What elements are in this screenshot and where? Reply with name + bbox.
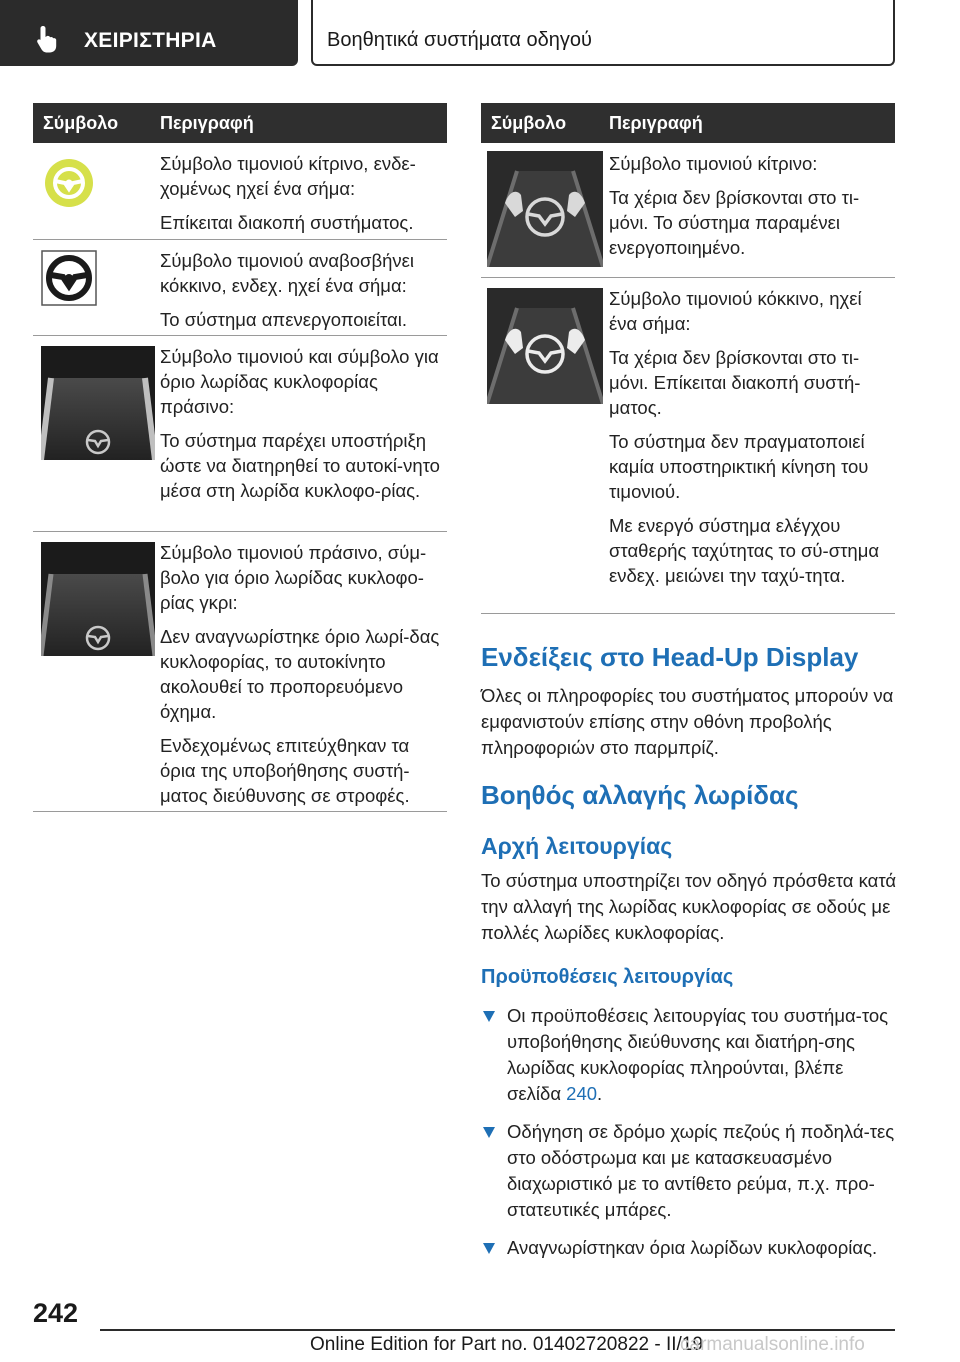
desc-line: Σύμβολο τιμονιού κίτρινο, ενδε-χομένως ηχεί ένα σήμα: (160, 153, 416, 199)
requirement-text: Οδήγηση σε δρόμο χωρίς πεζούς ή ποδηλά-τες στο οδόστρωμα και με κατασκευασμένο διαχωριστικό με το αντίθετο ρεύμα, π.χ. προ-στατευτικές μπάρες. (507, 1121, 895, 1220)
lane-change-section (481, 780, 901, 1261)
lane-change-heading: Βοηθός αλλαγής λωρίδας (481, 780, 799, 810)
subsection-tab[interactable] (311, 0, 895, 66)
col-symbol-header: Σύμβολο (491, 113, 567, 133)
right-symbol-table (481, 103, 895, 614)
desc-line: Σύμβολο τιμονιού κόκκινο, ηχεί ένα σήμα: (609, 288, 862, 334)
requirement-text: Αναγνωρίστηκαν όρια λωρίδων κυκλοφορίας. (507, 1237, 878, 1258)
desc-line: Σύμβολο τιμονιού πράσινο, σύμ-βολο για όριο λωρίδας κυκλοφο-ρίας γκρι: (160, 542, 427, 613)
desc-line: Σύμβολο τιμονιού και σύμβολο για όριο λωρίδας κυκλοφορίας πράσινο: (160, 346, 439, 417)
requirement-item (481, 1119, 901, 1223)
col-desc-header: Περιγραφή (160, 113, 254, 133)
hud-heading: Ενδείξεις στο Head-Up Display (481, 642, 859, 672)
table-row (481, 278, 895, 614)
page-number: 242 (33, 1298, 79, 1328)
row-description (609, 151, 894, 269)
table-header (481, 103, 895, 143)
left-symbol-table (33, 103, 447, 812)
bullet-triangle-icon (483, 1243, 495, 1254)
desc-line: Σύμβολο τιμονιού αναβοσβήνει κόκκινο, ενδεχ. ηχεί ένα σήμα: (160, 250, 414, 296)
desc-line: Τα χέρια δεν βρίσκονται στο τι-μόνι. Το σύστημα παραμένει ενεργοποιημένο. (609, 187, 860, 258)
desc-line: Με ενεργό σύστημα ελέγχου σταθερής ταχύτητας το σύ-στημα ενδεχ. μειώνει την ταχύ-τητα. (609, 515, 880, 586)
row-description (160, 540, 445, 817)
desc-line: Το σύστημα δεν πραγματοποιεί καμία υποστηρικτική κίνηση του τιμονιού. (609, 431, 869, 502)
yellow-steering-wheel-icon (41, 155, 97, 211)
edition-text: Online Edition for Part no. 01402720822 - II/19 (310, 1334, 703, 1355)
desc-line: Σύμβολο τιμονιού κίτρινο: (609, 153, 818, 174)
table-row (33, 336, 447, 532)
lane-grey-wheel-icon (41, 542, 155, 656)
desc-line: Τα χέρια δεν βρίσκονται στο τι-μόνι. Επίκειται διακοπή συστή-ματος. (609, 347, 861, 418)
bullet-triangle-icon (483, 1127, 495, 1138)
col-desc-header: Περιγραφή (609, 113, 703, 133)
requirement-item (481, 1235, 901, 1261)
requirement-text-end: . (597, 1083, 603, 1104)
table-header (33, 103, 447, 143)
desc-line: Επίκειται διακοπή συστήματος. (160, 212, 414, 233)
row-description (160, 248, 445, 341)
desc-line: Δεν αναγνωρίστηκε όριο λωρί-δας κυκλοφορίας, το αυτοκίνητο ακολουθεί το προπορευόμενο όχημα. (160, 626, 440, 722)
section-title: ΧΕΙΡΙΣΤΗΡΙΑ (84, 29, 217, 52)
principle-text: Το σύστημα υποστηρίζει τον οδηγό πρόσθετα κατά την αλλαγή της λωρίδας κυκλοφορίας σε οδούς με πολλές λωρίδες κυκλοφορίας. (481, 870, 897, 943)
requirement-item (481, 1003, 901, 1107)
hands-off-yellow-icon (487, 151, 603, 267)
row-description (609, 286, 894, 597)
pointing-hand-icon (34, 24, 64, 54)
requirement-text: Οι προϋποθέσεις λειτουργίας του συστήμα-τος υποβοήθησης διεύθυνσης και διατήρη-σης λωρίδας κυκλοφορίας πληρούνται, βλέπε σελίδα (507, 1005, 889, 1104)
table-row (33, 240, 447, 336)
watermark-text: carmanualsonline.info (680, 1334, 865, 1355)
bullet-triangle-icon (483, 1011, 495, 1022)
desc-line: Το σύστημα απενεργοποιείται. (160, 309, 407, 330)
table-row (33, 143, 447, 240)
col-symbol-header: Σύμβολο (43, 113, 119, 133)
section-tab[interactable] (0, 0, 298, 66)
hands-off-red-icon (487, 288, 603, 404)
page-header (0, 0, 960, 66)
subsection-title: Βοηθητικά συστήματα οδηγού (327, 29, 592, 51)
footer-rule (100, 1329, 895, 1331)
hud-section (481, 642, 901, 761)
desc-line: Το σύστημα παρέχει υποστήριξη ώστε να διατηρηθεί το αυτοκί-νητο μέσα στη λωρίδα κυκλοφο-ρίας. (160, 430, 440, 501)
table-row (481, 143, 895, 278)
principle-heading: Αρχή λειτουργίας (481, 833, 673, 859)
red-flashing-steering-wheel-icon (41, 250, 97, 306)
desc-line: Ενδεχομένως επιτεύχθηκαν τα όρια της υποβοήθησης συστή-ματος διεύθυνσης σε στροφές. (160, 735, 410, 806)
requirements-heading: Προϋποθέσεις λειτουργίας (481, 966, 734, 988)
row-description (160, 151, 445, 244)
lane-green-wheel-icon (41, 346, 155, 460)
row-description (160, 344, 445, 512)
page-link[interactable]: 240 (566, 1083, 598, 1104)
table-row (33, 532, 447, 812)
hud-text: Όλες οι πληροφορίες του συστήματος μπορούν να εμφανιστούν επίσης στην οθόνη προβολής πληροφοριών στο παρμπρίζ. (481, 685, 894, 758)
